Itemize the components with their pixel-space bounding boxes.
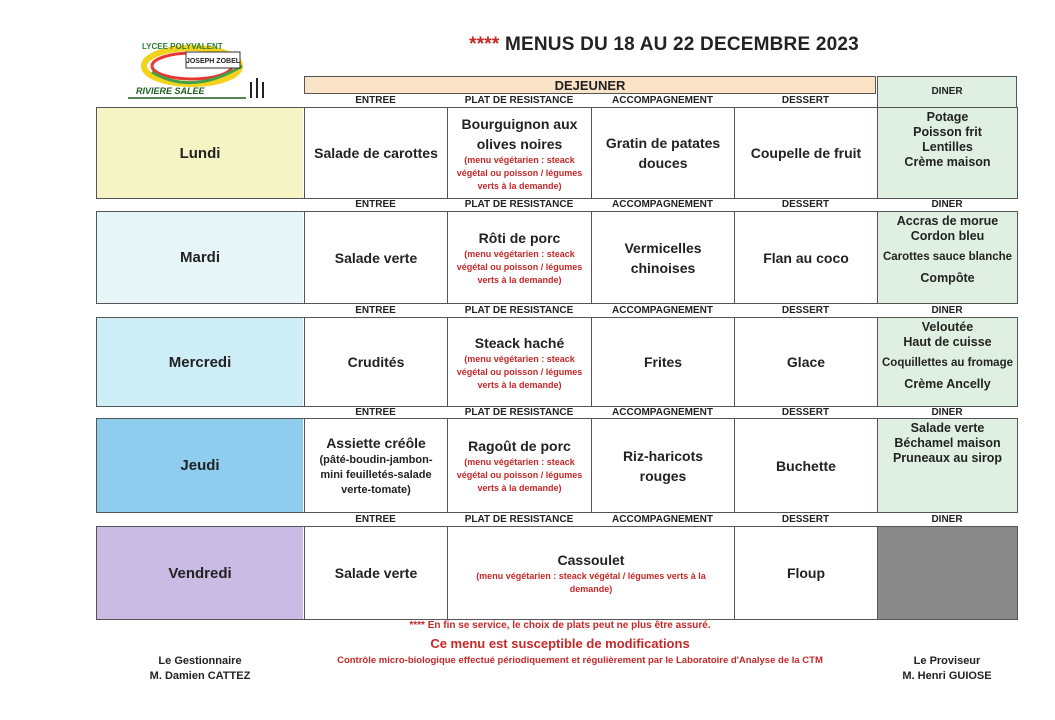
column-header: DESSERT [781,407,830,418]
vegetarian-note: (menu végétarien : steack végétal ou poisson / légumes verts à la demande) [456,353,583,390]
dessert-text: Glace [786,354,826,370]
diner-cell [877,108,1017,198]
day-row [96,211,1018,304]
plat-cell [447,527,734,619]
dessert-cell [734,318,877,406]
diner-item: Lentilles [922,140,973,154]
diner-header: DINER [877,76,1017,108]
column-header: DESSERT [781,305,830,316]
dessert-cell [734,527,877,619]
vegetarian-note: (menu végétarien : steack végétal ou poisson / légumes verts à la demande) [456,154,583,191]
day-name: Jeudi [97,419,303,512]
column-header: ENTREE [355,514,396,525]
entree-text: Salade verte [334,249,418,266]
column-header: ENTREE [355,407,396,418]
diner-subheader: DINER [931,514,963,525]
diner-item: Coquillettes au fromage [882,357,1013,369]
school-logo [122,36,272,104]
dessert-text: Flan au coco [763,249,849,266]
column-header: DESSERT [781,514,830,525]
logo-bottom-text: RIVIERE SALEE [136,86,205,96]
plat-cell [447,419,591,512]
entree-cell [304,527,447,619]
entree-text: Salade de carottes [314,145,438,161]
accompagnement-cell [591,212,734,303]
dessert-text: Floup [786,565,826,581]
diner-subheader: DINER [931,199,963,210]
diner-item: Compôte [920,271,975,285]
diner-item: Accras de morue [896,214,999,228]
diner-item: Carottes sauce blanche [882,251,1013,263]
entree-cell [304,419,447,512]
service-note: **** En fin se service, le choix de plats peut ne plus être assuré. [409,620,711,631]
entree-text: Salade verte [334,565,418,581]
gestionnaire-title: Le Gestionnaire [158,655,242,667]
plat-cell [447,108,591,198]
controle-note: Contrôle micro-biologique effectué périodiquement et régulièrement par le Laboratoire d'Analyse de la CTM [337,655,823,666]
diner-item: Haut de cuisse [903,335,992,349]
diner-cell [877,527,1017,619]
diner-item: Veloutée [921,320,974,334]
column-header: ACCOMPAGNEMENT [612,305,713,316]
dessert-cell [734,419,877,512]
column-header: ACCOMPAGNEMENT [612,407,713,418]
gestionnaire-name: M. Damien CATTEZ [149,670,251,682]
entree-text: Crudités [347,354,405,370]
diner-item: Béchamel maison [894,436,1001,450]
diner-subheader: DINER [931,305,963,316]
accompagnement-text: Gratin de patates douces [605,135,721,171]
proviseur-name: M. Henri GUIOSE [902,670,992,682]
plat-cell [447,212,591,303]
diner-cell [877,318,1017,406]
entree-cell [304,318,447,406]
diner-subheader: DINER [931,407,963,418]
column-header: ACCOMPAGNEMENT [612,514,713,525]
dessert-text: Buchette [776,457,836,474]
column-header: PLAT DE RESISTANCE [464,514,574,525]
plat-text: Ragoût de porc [468,438,571,454]
entree-cell [304,108,447,198]
page-title [300,34,1028,56]
vegetarian-note: (menu végétarien : steack végétal ou poisson / légumes verts à la demande) [456,457,583,493]
day-name: Vendredi [97,527,303,619]
diner-item: Cordon bleu [910,229,985,243]
day-name: Mercredi [97,318,303,406]
column-header: DESSERT [781,95,830,106]
diner-cell [877,212,1017,303]
accompagnement-cell [591,108,734,198]
column-header: ENTREE [355,95,396,106]
dejeuner-header: DEJEUNER [304,76,876,94]
accompagnement-text: Vermicelles chinoises [624,239,702,276]
entree-text: Assiette créôle [326,435,426,451]
diner-item: Poisson frit [913,125,982,139]
logo-name-text: JOSEPH ZOBEL [185,58,241,65]
day-row [96,317,1018,407]
plat-cell [447,318,591,406]
plat-text: Bourguignon aux olives noires [461,115,578,152]
column-header: PLAT DE RESISTANCE [464,95,574,106]
logo-top-text: LYCEE POLYVALENT [142,42,223,51]
accompagnement-text: Frites [643,354,683,370]
plat-text: Cassoulet [557,552,625,568]
day-name: Lundi [97,108,303,198]
diner-item: Pruneaux au sirop [892,451,1003,465]
diner-item: Crème Ancelly [904,377,991,391]
column-header: ENTREE [355,199,396,210]
plat-text: Steack haché [474,334,565,351]
day-row [96,526,1018,620]
title-stars: **** [469,34,500,55]
column-header: PLAT DE RESISTANCE [464,305,574,316]
dessert-cell [734,212,877,303]
proviseur-title: Le Proviseur [913,655,981,667]
diner-item: Salade verte [910,421,985,435]
dessert-text: Coupelle de fruit [750,145,862,161]
diner-cell [877,419,1017,512]
accompagnement-cell [591,318,734,406]
accompagnement-text: Riz-haricots rouges [622,447,704,484]
title-text: MENUS DU 18 AU 22 DECEMBRE 2023 [504,34,859,55]
column-header: DESSERT [781,199,830,210]
column-header: ACCOMPAGNEMENT [612,95,713,106]
accompagnement-cell [591,419,734,512]
plat-text: Rôti de porc [478,230,561,246]
day-row [96,418,1018,513]
column-header: PLAT DE RESISTANCE [464,407,574,418]
modification-note: Ce menu est susceptible de modifications [430,636,690,651]
vegetarian-note: (menu végétarien : steack végétal / légumes verts à la demande) [476,571,706,594]
diner-item: Potage [926,110,969,124]
day-row [96,107,1018,199]
entree-cell [304,212,447,303]
column-header: PLAT DE RESISTANCE [464,199,574,210]
entree-detail: (pâté-boudin-jambon-mini feuilletés-salade verte-tomate) [319,454,433,496]
column-header: ACCOMPAGNEMENT [612,199,713,210]
day-name: Mardi [97,212,303,303]
diner-item: Crème maison [904,155,991,169]
vegetarian-note: (menu végétarien : steack végétal ou poisson / légumes verts à la demande) [456,249,583,285]
dessert-cell [734,108,877,198]
column-header: ENTREE [355,305,396,316]
